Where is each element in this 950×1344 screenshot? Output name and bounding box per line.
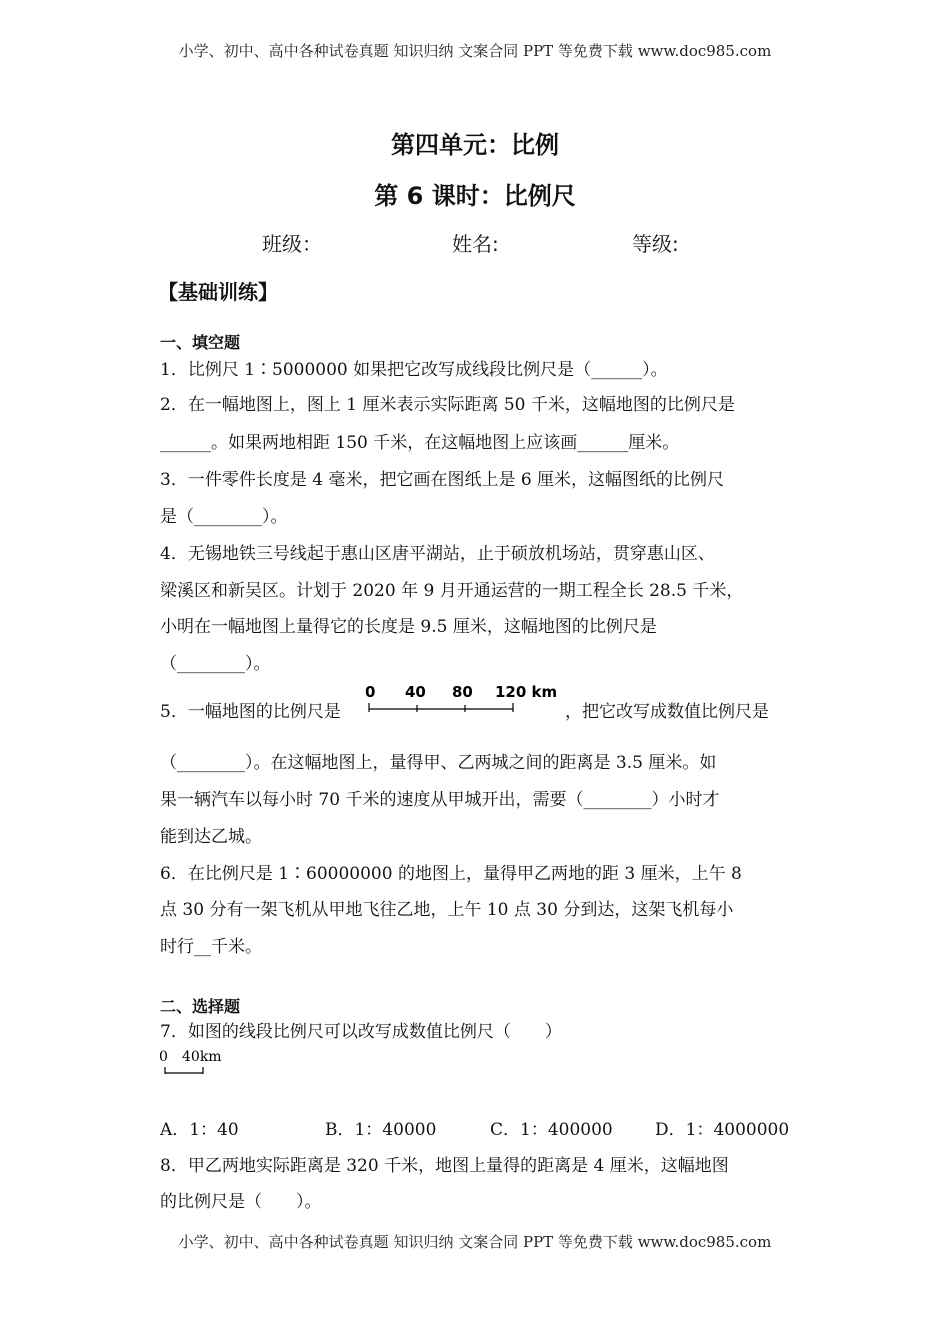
question-8-line-2: 的比例尺是（ ）。 xyxy=(160,1192,322,1212)
question-7: 7．如图的线段比例尺可以改写成数值比例尺（ ） xyxy=(160,1022,562,1042)
question-4-line-1: 4．无锡地铁三号线起于惠山区唐平湖站，止于硕放机场站，贯穿惠山区、 xyxy=(160,544,715,564)
question-4-line-2: 梁溪区和新吴区。计划于 2020 年 9 月开通运营的一期工程全长 28.5 千米， xyxy=(160,581,744,601)
question-6-line-3: 时行__千米。 xyxy=(160,937,262,957)
question-5-suffix: ，把它改写成数值比例尺是 xyxy=(565,702,769,722)
page-subtitle: 第 6 课时：比例尺 xyxy=(374,182,576,210)
small-scale-label-40: 40km xyxy=(182,1049,222,1065)
question-5-line-3: 果一辆汽车以每小时 70 千米的速度从甲城开出，需要（________）小时才 xyxy=(160,790,720,810)
small-scale-figure xyxy=(158,1048,238,1078)
option-b: B．1：40000 xyxy=(325,1120,437,1140)
question-5-line-2: （________）。在这幅地图上，量得甲、乙两城之间的距离是 3.5 厘米。如 xyxy=(160,753,717,773)
section-multiple-choice: 二、选择题 xyxy=(160,997,241,1016)
scale-label-120: 120 km xyxy=(495,683,558,701)
small-scale-label-0: 0 xyxy=(159,1049,168,1065)
question-8-line-1: 8．甲乙两地实际距离是 320 千米，地图上量得的距离是 4 厘米，这幅地图 xyxy=(160,1156,729,1176)
name-label: 姓名: xyxy=(452,232,499,256)
scale-label-40: 40 xyxy=(405,683,426,701)
question-2-line-2: ______。如果两地相距 150 千米，在这幅地图上应该画______厘米。 xyxy=(160,433,680,453)
question-4-line-3: 小明在一幅地图上量得它的长度是 9.5 厘米，这幅地图的比例尺是 xyxy=(160,617,657,637)
basic-training-heading: 【基础训练】 xyxy=(158,280,278,304)
question-6-line-1: 6．在比例尺是 1∶60000000 的地图上，量得甲乙两地的距 3 厘米，上午 8 xyxy=(160,864,742,884)
question-3-line-2: 是（________）。 xyxy=(160,507,288,527)
question-5-line-4: 能到达乙城。 xyxy=(160,827,262,847)
question-4-line-4: （________）。 xyxy=(160,654,271,674)
class-label: 班级： xyxy=(262,232,322,256)
question-3-line-1: 3．一件零件长度是 4 毫米，把它画在图纸上是 6 厘米，这幅图纸的比例尺 xyxy=(160,470,725,490)
option-a: A．1：40 xyxy=(160,1120,239,1140)
question-1: 1．比例尺 1∶5000000 如果把它改写成线段比例尺是（______）。 xyxy=(160,360,668,380)
section-fill-blank: 一、填空题 xyxy=(160,333,241,352)
scale-bar-figure xyxy=(365,683,565,718)
scale-label-0: 0 xyxy=(365,683,376,701)
page-title: 第四单元：比例 xyxy=(391,131,559,159)
option-d: D．1：4000000 xyxy=(655,1120,790,1140)
question-6-line-2: 点 30 分有一架飞机从甲地飞往乙地，上午 10 点 30 分到达，这架飞机每小 xyxy=(160,900,734,920)
option-c: C．1：400000 xyxy=(490,1120,613,1140)
page-footer: 小学、初中、高中各种试卷真题 知识归纳 文案合同 PPT 等免费下载 www.doc985.com xyxy=(178,1233,772,1251)
scale-label-80: 80 xyxy=(452,683,473,701)
page-header: 小学、初中、高中各种试卷真题 知识归纳 文案合同 PPT 等免费下载 www.doc985.com xyxy=(178,42,772,60)
question-2-line-1: 2．在一幅地图上，图上 1 厘米表示实际距离 50 千米，这幅地图的比例尺是 xyxy=(160,395,735,415)
question-5-prefix: 5．一幅地图的比例尺是 xyxy=(160,702,341,722)
grade-label: 等级: xyxy=(632,232,679,256)
